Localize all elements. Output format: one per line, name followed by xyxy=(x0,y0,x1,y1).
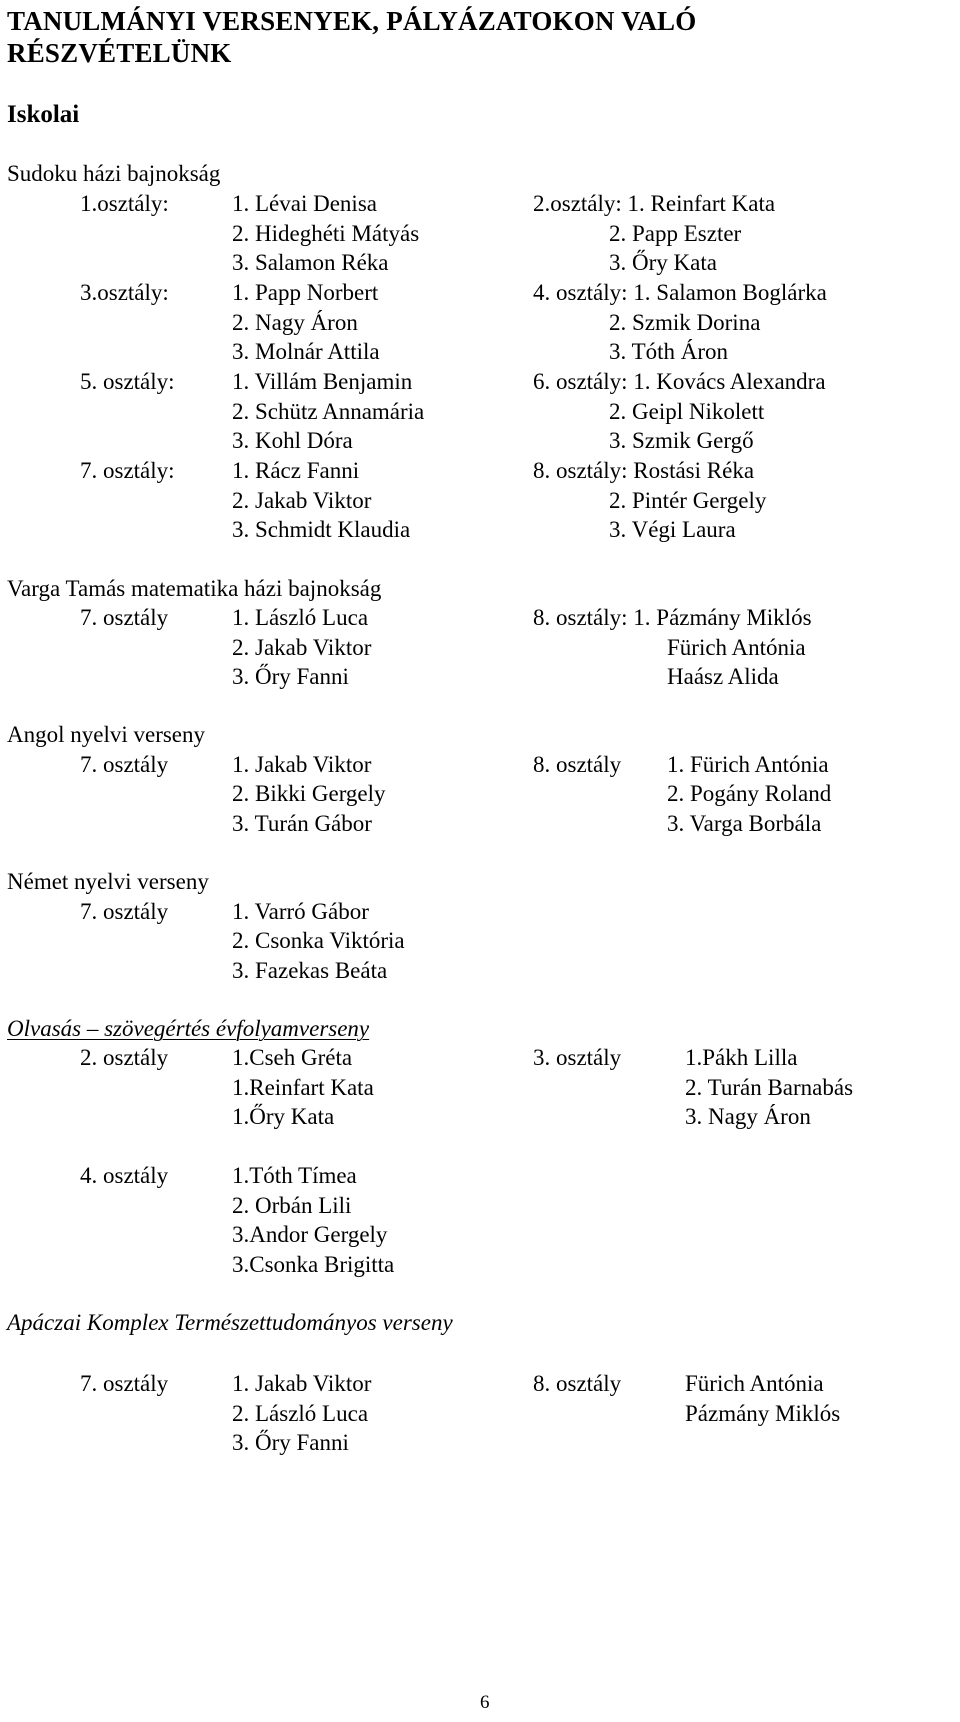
sudoku-grade-3-label: 3.osztály: xyxy=(80,280,169,305)
varga-grade-7-place-1: 1. László Luca xyxy=(232,605,369,630)
varga-grade-8-first: 8. osztály: 1. Pázmány Miklós xyxy=(533,605,812,630)
varga-grade-7-place-2: 2. Jakab Viktor xyxy=(232,635,372,660)
apaczai-grade-8-item-1: Fürich Antónia xyxy=(685,1371,824,1396)
page-title-line-1: TANULMÁNYI VERSENYEK, PÁLYÁZATOKON VALÓ xyxy=(7,6,697,36)
sudoku-grade-2-place-3: 3. Őry Kata xyxy=(609,250,717,275)
sudoku-grade-6-place-2: 2. Geipl Nikolett xyxy=(609,399,765,424)
sudoku-grade-4-place-3: 3. Tóth Áron xyxy=(609,339,729,364)
sudoku-grade-5-place-1: 1. Villám Benjamin xyxy=(232,369,413,394)
apaczai-heading: Apáczai Komplex Természettudományos verseny xyxy=(7,1310,453,1335)
section-subtitle: Iskolai xyxy=(7,101,80,128)
nemet-heading: Német nyelvi verseny xyxy=(7,869,209,894)
sudoku-grade-2-place-2: 2. Papp Eszter xyxy=(609,221,742,246)
nemet-grade-7-place-1: 1. Varró Gábor xyxy=(232,899,369,924)
sudoku-grade-8-place-2: 2. Pintér Gergely xyxy=(609,488,767,513)
sudoku-grade-4-place-2: 2. Szmik Dorina xyxy=(609,310,761,335)
nemet-grade-7-place-2: 2. Csonka Viktória xyxy=(232,928,405,953)
sudoku-grade-7-label: 7. osztály: xyxy=(80,458,175,483)
sudoku-grade-2-first: 2.osztály: 1. Reinfart Kata xyxy=(533,191,776,216)
angol-grade-8-place-2: 2. Pogány Roland xyxy=(667,781,832,806)
olvasas-grade-2-item-2: 1.Reinfart Kata xyxy=(232,1075,374,1100)
olvasas-grade-2-label: 2. osztály xyxy=(80,1045,169,1070)
sudoku-grade-5-label: 5. osztály: xyxy=(80,369,175,394)
angol-grade-8-place-1: 1. Fürich Antónia xyxy=(667,752,829,777)
nemet-grade-7-place-3: 3. Fazekas Beáta xyxy=(232,958,388,983)
apaczai-grade-7-place-2: 2. László Luca xyxy=(232,1401,369,1426)
page-title-line-2: RÉSZVÉTELÜNK xyxy=(7,38,232,68)
sudoku-grade-7-place-1: 1. Rácz Fanni xyxy=(232,458,360,483)
angol-grade-7-place-1: 1. Jakab Viktor xyxy=(232,752,372,777)
apaczai-grade-7-place-1: 1. Jakab Viktor xyxy=(232,1371,372,1396)
angol-grade-8-place-3: 3. Varga Borbála xyxy=(667,811,822,836)
olvasas-grade-4-item-4: 3.Csonka Brigitta xyxy=(232,1252,395,1277)
sudoku-grade-1-place-1: 1. Lévai Denisa xyxy=(232,191,377,216)
apaczai-grade-8-label: 8. osztály xyxy=(533,1371,622,1396)
sudoku-grade-1-place-2: 2. Hideghéti Mátyás xyxy=(232,221,420,246)
olvasas-grade-3-item-1: 1.Pákh Lilla xyxy=(685,1045,798,1070)
olvasas-grade-4-item-1: 1.Tóth Tímea xyxy=(232,1163,357,1188)
sudoku-grade-7-place-2: 2. Jakab Viktor xyxy=(232,488,372,513)
angol-grade-7-place-2: 2. Bikki Gergely xyxy=(232,781,386,806)
sudoku-grade-1-place-3: 3. Salamon Réka xyxy=(232,250,389,275)
nemet-grade-7-label: 7. osztály xyxy=(80,899,169,924)
sudoku-grade-8-first: 8. osztály: Rostási Réka xyxy=(533,458,755,483)
varga-grade-7-place-3: 3. Őry Fanni xyxy=(232,664,349,689)
olvasas-grade-3-label: 3. osztály xyxy=(533,1045,622,1070)
sudoku-grade-7-place-3: 3. Schmidt Klaudia xyxy=(232,517,411,542)
olvasas-grade-2-item-3: 1.Őry Kata xyxy=(232,1104,335,1129)
sudoku-grade-8-place-3: 3. Végi Laura xyxy=(609,517,736,542)
varga-heading: Varga Tamás matematika házi bajnokság xyxy=(7,576,382,601)
sudoku-grade-3-place-1: 1. Papp Norbert xyxy=(232,280,379,305)
varga-grade-8-item-3: Haász Alida xyxy=(667,664,779,689)
sudoku-grade-6-place-3: 3. Szmik Gergő xyxy=(609,428,754,453)
olvasas-heading: Olvasás – szövegértés évfolyamverseny xyxy=(7,1016,370,1041)
angol-grade-8-label: 8. osztály xyxy=(533,752,622,777)
sudoku-grade-1-label: 1.osztály: xyxy=(80,191,169,216)
angol-grade-7-place-3: 3. Turán Gábor xyxy=(232,811,372,836)
sudoku-grade-5-place-3: 3. Kohl Dóra xyxy=(232,428,353,453)
varga-grade-7-label: 7. osztály xyxy=(80,605,169,630)
sudoku-heading: Sudoku házi bajnokság xyxy=(7,161,221,186)
sudoku-grade-3-place-2: 2. Nagy Áron xyxy=(232,310,358,335)
apaczai-grade-7-label: 7. osztály xyxy=(80,1371,169,1396)
apaczai-grade-8-item-2: Pázmány Miklós xyxy=(685,1401,841,1426)
sudoku-grade-6-first: 6. osztály: 1. Kovács Alexandra xyxy=(533,369,826,394)
apaczai-grade-7-place-3: 3. Őry Fanni xyxy=(232,1430,349,1455)
olvasas-grade-3-item-3: 3. Nagy Áron xyxy=(685,1104,811,1129)
olvasas-grade-4-label: 4. osztály xyxy=(80,1163,169,1188)
olvasas-grade-2-item-1: 1.Cseh Gréta xyxy=(232,1045,353,1070)
page-number: 6 xyxy=(480,1692,490,1713)
sudoku-grade-5-place-2: 2. Schütz Annamária xyxy=(232,399,425,424)
angol-grade-7-label: 7. osztály xyxy=(80,752,169,777)
sudoku-grade-4-first: 4. osztály: 1. Salamon Boglárka xyxy=(533,280,827,305)
angol-heading: Angol nyelvi verseny xyxy=(7,722,206,747)
olvasas-grade-4-item-2: 2. Orbán Lili xyxy=(232,1193,352,1218)
sudoku-grade-3-place-3: 3. Molnár Attila xyxy=(232,339,380,364)
olvasas-grade-4-item-3: 3.Andor Gergely xyxy=(232,1222,388,1247)
olvasas-grade-3-item-2: 2. Turán Barnabás xyxy=(685,1075,854,1100)
varga-grade-8-item-2: Fürich Antónia xyxy=(667,635,806,660)
